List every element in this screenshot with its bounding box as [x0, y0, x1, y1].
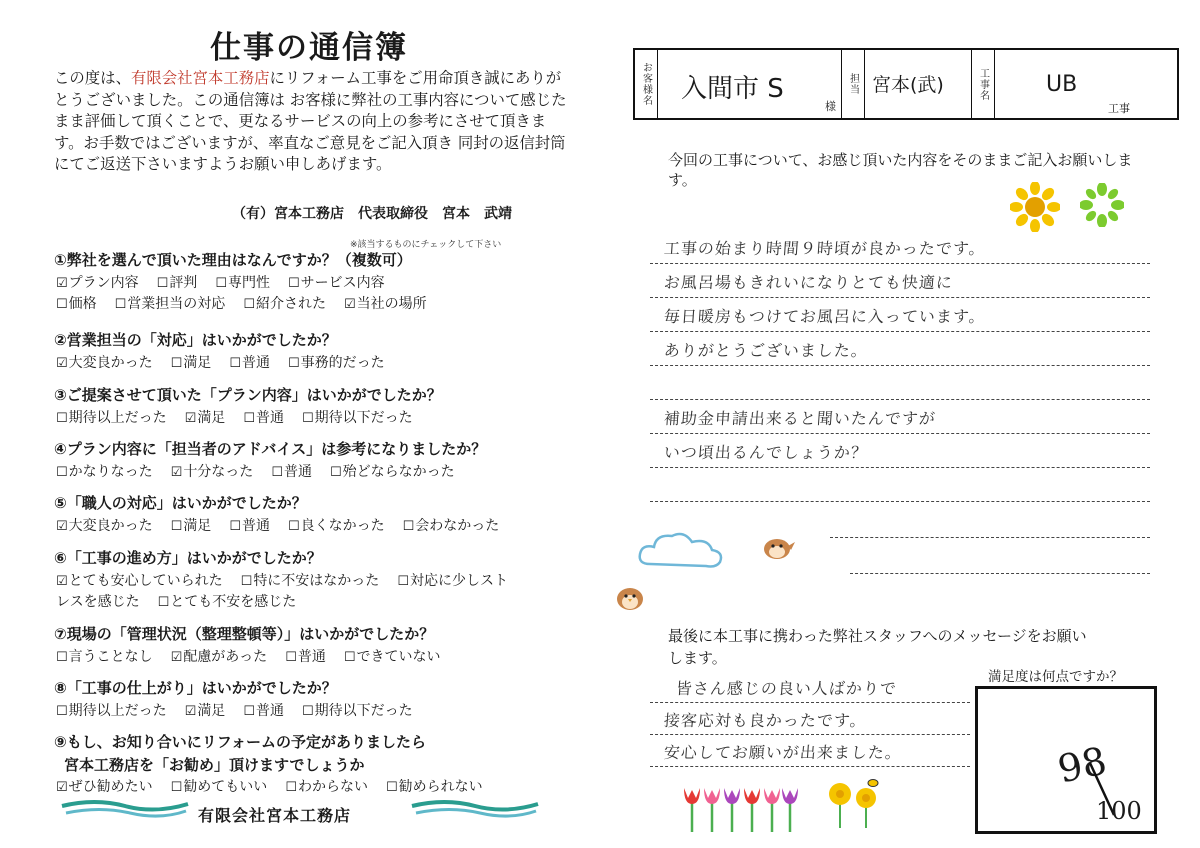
option-label: 期待以下だった	[314, 410, 413, 426]
option-item[interactable]	[330, 464, 455, 480]
option-label: 勧められない	[398, 779, 483, 795]
option-item[interactable]	[344, 649, 441, 665]
option-item[interactable]	[397, 573, 508, 589]
question-text: ④プラン内容に「担当者のアドバイス」は参考になりましたか？	[54, 440, 487, 458]
question-text: 宮本工務店を「お勧め」頂けますでしょうか	[64, 756, 365, 774]
checked-box-icon[interactable]: ☑	[56, 276, 68, 291]
checked-box-icon[interactable]: ☑	[170, 650, 183, 665]
checked-box-icon[interactable]: ☑	[56, 780, 68, 795]
option-item[interactable]	[243, 703, 284, 719]
comment-line	[850, 573, 1150, 574]
yellow-flowers-icon	[826, 778, 882, 828]
option-row	[56, 776, 501, 796]
question-text: ⑨もし、お知り合いにリフォームの予定がありましたら	[54, 733, 426, 751]
satisfaction-score: 98	[1053, 738, 1111, 792]
message-text: 安心してお願いが出来ました。	[663, 743, 903, 762]
option-item[interactable]	[285, 779, 368, 795]
intro-text	[54, 68, 574, 176]
checkbox-icon[interactable]: ☐	[287, 356, 300, 371]
option-label: 期待以上だった	[68, 410, 167, 426]
option-item[interactable]	[229, 355, 270, 371]
staff-name: 宮本(武)	[872, 74, 944, 96]
intro-company: 有限会社宮本工務店	[130, 69, 270, 87]
question-text: ①弊社を選んで頂いた理由はなんですか？（複数可）	[54, 251, 412, 269]
work-label: 工事名	[972, 50, 995, 118]
option-label: 満足	[183, 518, 212, 534]
checkbox-icon[interactable]: ☐	[229, 356, 241, 371]
checkbox-icon[interactable]: ☐	[56, 465, 68, 480]
question-text: ⑥「工事の進め方」はいかがでしたか？	[54, 549, 322, 567]
work-cell	[994, 50, 1176, 118]
option-label: 勧めてもいい	[183, 779, 268, 795]
option-label: 期待以下だった	[314, 703, 413, 719]
checkbox-icon[interactable]: ☐	[301, 411, 314, 426]
option-row	[56, 515, 517, 535]
comment-prompt: 今回の工事について、お感じ頂いた内容をそのままご記入お願いします。	[668, 151, 1133, 189]
question-text: ⑧「工事の仕上がり」はいかがでしたか？	[54, 679, 337, 697]
checkbox-icon[interactable]: ☐	[243, 297, 255, 312]
checked-box-icon[interactable]: ☑	[184, 411, 197, 426]
customer-cell	[657, 50, 842, 118]
checkbox-icon[interactable]: ☐	[243, 704, 255, 719]
option-item[interactable]	[56, 410, 167, 426]
customer-label: お客様名	[635, 50, 658, 118]
option-item[interactable]	[56, 703, 167, 719]
option-item[interactable]	[56, 464, 153, 480]
option-row	[56, 591, 314, 611]
option-item[interactable]	[302, 703, 413, 719]
message-line	[650, 734, 970, 735]
checkbox-icon[interactable]: ☐	[240, 574, 253, 589]
question-text: ③ご提案させて頂いた「プラン内容」はいかがでしたか？	[54, 386, 442, 404]
comment-line	[650, 399, 1150, 400]
comment-text: お風呂場もきれいになりとても快適に	[663, 273, 954, 292]
option-row	[56, 272, 403, 292]
comment-line	[650, 331, 1150, 332]
green-flower-icon	[1080, 183, 1124, 227]
option-row	[56, 407, 431, 427]
option-item[interactable]	[115, 296, 226, 312]
intro-body: にリフォーム工事をご用命頂き誠にありがとうございました。この通信簿は お客様に弊社の工事内容について感じたまま評価して頂くことで、更なるサービスの向上の参考にさせて頂きます。お手数ではございますが、率直なご意見をご記入頂き 同封の返信封筒にてご返送下さいますようお願い申しあげます。	[54, 69, 567, 174]
message-text: 接客応対も良かったです。	[663, 711, 868, 730]
option-item[interactable]	[288, 518, 385, 534]
option-label: とても安心していられた	[68, 573, 223, 589]
option-item[interactable]	[171, 649, 268, 665]
checkbox-icon[interactable]: ☐	[397, 574, 409, 589]
comment-text: 毎日暖房もつけてお風呂に入っています。	[663, 307, 987, 326]
option-row	[56, 352, 403, 372]
option-item[interactable]	[56, 355, 153, 371]
option-label: 満足	[197, 410, 226, 426]
checkbox-icon[interactable]: ☐	[402, 519, 415, 534]
option-item[interactable]	[56, 594, 140, 610]
option-item[interactable]	[171, 779, 268, 795]
option-item[interactable]	[403, 518, 500, 534]
checkbox-icon[interactable]: ☐	[215, 276, 227, 291]
message-line	[650, 766, 970, 767]
checked-box-icon[interactable]: ☑	[170, 465, 183, 480]
option-label: 専門性	[227, 275, 270, 291]
option-item[interactable]	[285, 649, 326, 665]
checkbox-icon[interactable]: ☐	[229, 519, 241, 534]
comment-line	[650, 467, 1150, 468]
satisfaction-question: 満足度は何点ですか？	[988, 669, 1123, 685]
satisfaction-max: 100	[1096, 797, 1142, 825]
comment-text: 補助金申請出来ると聞いたんですが	[663, 409, 937, 428]
work-suffix: 工事	[1108, 102, 1130, 115]
option-label: 普通	[283, 464, 312, 480]
message-text: 皆さん感じの良い人ばかりで	[675, 679, 898, 698]
checkbox-icon[interactable]: ☐	[271, 465, 283, 480]
option-item[interactable]	[56, 296, 97, 312]
wave-decoration-right	[410, 796, 540, 820]
cloud-icon	[636, 528, 724, 572]
option-label: サービス内容	[300, 275, 385, 291]
comment-line	[650, 433, 1150, 434]
option-label: 対応に少しスト	[409, 573, 508, 589]
option-item[interactable]	[215, 275, 270, 291]
work-name: UB	[1046, 72, 1078, 97]
checked-box-icon[interactable]: ☑	[184, 704, 197, 719]
check-note: ※該当するものにチェックして下さい	[350, 240, 502, 250]
checkbox-icon[interactable]: ☐	[170, 356, 183, 371]
checkbox-icon[interactable]: ☐	[329, 465, 342, 480]
header-table	[633, 48, 1179, 120]
comment-text: いつ頃出るんでしょうか？	[663, 443, 869, 462]
option-label: 普通	[297, 649, 326, 665]
option-label: 営業担当の対応	[127, 296, 226, 312]
checkbox-icon[interactable]: ☐	[287, 276, 300, 291]
question-text: ②営業担当の「対応」はいかがでしたか？	[54, 331, 337, 349]
checkbox-icon[interactable]: ☐	[56, 704, 68, 719]
checked-box-icon[interactable]: ☑	[56, 356, 68, 371]
checked-box-icon[interactable]: ☑	[343, 297, 356, 312]
option-item[interactable]	[171, 355, 212, 371]
option-row	[56, 700, 431, 720]
option-item[interactable]	[271, 464, 312, 480]
comment-line	[830, 537, 1150, 538]
checkbox-icon[interactable]: ☐	[170, 780, 183, 795]
option-label: 会わなかった	[415, 518, 500, 534]
option-label: 普通	[241, 518, 270, 534]
wave-decoration-left	[60, 796, 190, 820]
checkbox-icon[interactable]: ☐	[243, 411, 255, 426]
option-item[interactable]	[229, 518, 270, 534]
option-label: 評判	[169, 275, 198, 291]
checkbox-icon[interactable]: ☐	[385, 780, 398, 795]
comment-line	[650, 263, 1150, 264]
checkbox-icon[interactable]: ☐	[285, 780, 297, 795]
footer-company: 有限会社宮本工務店	[198, 806, 352, 825]
message-prompt: 最後に本工事に携わった弊社スタッフへのメッセージをお願いします。	[668, 627, 1087, 667]
checkbox-icon[interactable]: ☐	[285, 650, 297, 665]
comment-line	[650, 501, 1150, 502]
option-item[interactable]	[243, 296, 326, 312]
option-item[interactable]	[302, 410, 413, 426]
tulips-icon	[672, 778, 802, 834]
option-item[interactable]	[185, 703, 226, 719]
comment-text: ありがとうございました。	[663, 341, 869, 360]
question-text: ⑤「職人の対応」はいかがでしたか？	[54, 494, 307, 512]
option-label: 普通	[255, 410, 284, 426]
option-label: レスを感じた	[56, 594, 140, 610]
option-label: かなりなった	[68, 464, 153, 480]
option-label: 普通	[241, 355, 270, 371]
option-label: わからない	[297, 779, 368, 795]
option-item[interactable]	[56, 518, 153, 534]
checkbox-icon[interactable]: ☐	[56, 650, 68, 665]
staff-label: 担当	[842, 50, 865, 118]
option-item[interactable]	[243, 410, 284, 426]
option-item[interactable]	[171, 464, 254, 480]
comment-text: 工事の始まり時間９時頃が良かったです。	[663, 239, 987, 258]
question-text: ⑦現場の「管理状況（整理整頓等）」はいかがでしたか？	[54, 625, 435, 643]
option-item[interactable]	[185, 410, 226, 426]
option-item[interactable]	[288, 275, 385, 291]
option-label: 紹介された	[255, 296, 326, 312]
signature: （有）宮本工務店 代表取締役 宮本 武靖	[232, 206, 512, 222]
staff-cell	[864, 50, 972, 118]
option-item[interactable]	[344, 296, 427, 312]
option-row	[56, 570, 526, 590]
checkbox-icon[interactable]: ☐	[343, 650, 356, 665]
option-item[interactable]	[157, 275, 198, 291]
checkbox-icon[interactable]: ☐	[157, 595, 170, 610]
option-label: 十分なった	[183, 464, 254, 480]
option-label: 期待以上だった	[68, 703, 167, 719]
customer-name: 入間市 S	[681, 74, 784, 104]
option-item[interactable]	[171, 518, 212, 534]
checkbox-icon[interactable]: ☐	[56, 297, 68, 312]
option-label: ぜひ勧めたい	[68, 779, 153, 795]
option-item[interactable]	[56, 649, 153, 665]
option-item[interactable]	[56, 573, 223, 589]
option-label: プラン内容	[68, 275, 139, 291]
checked-box-icon[interactable]: ☑	[56, 574, 68, 589]
option-item[interactable]	[288, 355, 385, 371]
option-label: とても不安を感じた	[170, 594, 297, 610]
option-row	[56, 646, 459, 666]
option-label: 特に不安はなかった	[253, 573, 380, 589]
option-label: 事務的だった	[300, 355, 385, 371]
bird-icon	[612, 582, 648, 612]
page-title: 仕事の通信簿	[210, 30, 408, 66]
option-label: 殆どならなかった	[342, 464, 455, 480]
option-label: 言うことなし	[68, 649, 153, 665]
option-label: 良くなかった	[300, 518, 385, 534]
option-item[interactable]	[386, 779, 483, 795]
option-label: 普通	[255, 703, 284, 719]
option-label: 満足	[183, 355, 212, 371]
checkbox-icon[interactable]: ☐	[114, 297, 127, 312]
checkbox-icon[interactable]: ☐	[156, 276, 169, 291]
option-label: 当社の場所	[356, 296, 427, 312]
message-line	[650, 702, 970, 703]
comment-line	[650, 365, 1150, 366]
option-label: 価格	[68, 296, 97, 312]
checked-box-icon[interactable]: ☑	[56, 519, 68, 534]
checkbox-icon[interactable]: ☐	[56, 411, 68, 426]
customer-suffix: 様	[825, 100, 836, 113]
comment-line	[650, 297, 1150, 298]
sunflower-icon	[1010, 182, 1060, 232]
option-label: 満足	[197, 703, 226, 719]
checkbox-icon[interactable]: ☐	[170, 519, 183, 534]
option-item[interactable]	[158, 594, 297, 610]
option-row	[56, 461, 473, 481]
satisfaction-score-box	[975, 686, 1157, 834]
option-row	[56, 293, 445, 313]
option-item[interactable]	[241, 573, 380, 589]
checkbox-icon[interactable]: ☐	[287, 519, 300, 534]
option-label: できていない	[356, 649, 441, 665]
option-label: 配慮があった	[183, 649, 268, 665]
option-label: 大変良かった	[68, 518, 153, 534]
bird-icon	[760, 534, 796, 562]
option-item[interactable]	[56, 779, 153, 795]
option-item[interactable]	[56, 275, 139, 291]
option-label: 大変良かった	[68, 355, 153, 371]
checkbox-icon[interactable]: ☐	[301, 704, 314, 719]
intro-pre: この度は、	[54, 69, 131, 87]
